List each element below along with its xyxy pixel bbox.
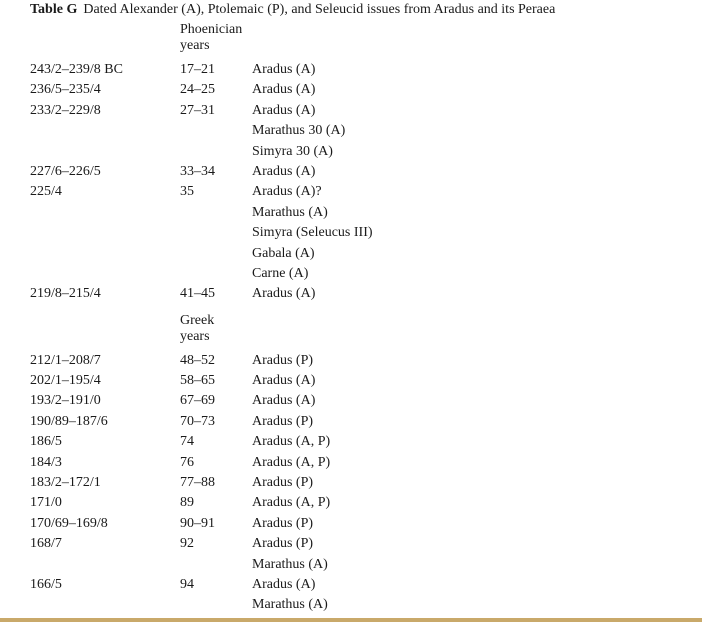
years-cell: 33–34 [180, 163, 215, 179]
issue-cell: Carne (A) [252, 265, 309, 281]
table-row [30, 203, 650, 223]
date-cell: 227/6–226/5 [30, 163, 101, 179]
table-row [30, 595, 650, 615]
table-row [30, 575, 650, 595]
years-cell: 67–69 [180, 393, 215, 409]
header-line: years [180, 328, 210, 344]
issue-cell: Marathus (A) [252, 556, 328, 572]
table-row [30, 555, 650, 575]
years-cell: 89 [180, 495, 194, 511]
issue-cell: Aradus (A, P) [252, 495, 331, 511]
table-row [30, 182, 650, 202]
issue-cell: Aradus (A) [252, 373, 316, 389]
table-row [30, 101, 650, 121]
issue-cell: Aradus (A, P) [252, 434, 331, 450]
years-cell: 17–21 [180, 62, 215, 77]
issue-cell: Simyra (Seleucus III) [252, 225, 373, 241]
issue-cell: Marathus 30 (A) [252, 123, 346, 139]
header-line: Phoenician [180, 22, 243, 37]
date-cell: 168/7 [30, 536, 62, 552]
years-cell: 92 [180, 536, 194, 552]
table-row [30, 453, 650, 473]
issue-cell: Aradus (A) [252, 102, 316, 118]
years-cell: 41–45 [180, 286, 215, 302]
issue-cell: Aradus (A) [252, 393, 316, 409]
table-label: Table G [30, 2, 78, 17]
date-cell: 171/0 [30, 495, 62, 511]
header-line: years [180, 38, 210, 53]
issue-cell: Aradus (A) [252, 62, 316, 77]
table-row [30, 80, 650, 100]
section-header [30, 22, 650, 60]
date-cell: 202/1–195/4 [30, 373, 101, 389]
header-line: Greek [180, 312, 215, 328]
years-cell: 27–31 [180, 102, 215, 118]
date-cell: 212/1–208/7 [30, 352, 101, 368]
issue-cell: Aradus (P) [252, 352, 314, 368]
table-row [30, 121, 650, 141]
date-cell: 193/2–191/0 [30, 393, 101, 409]
date-cell: 166/5 [30, 576, 62, 592]
issue-cell: Aradus (A) [252, 82, 316, 98]
issue-cell: Aradus (A) [252, 163, 316, 179]
issue-cell: Aradus (P) [252, 515, 314, 531]
table-row [30, 473, 650, 493]
years-column-header [180, 313, 214, 345]
years-cell: 76 [180, 454, 194, 470]
issue-cell: Aradus (A)? [252, 184, 322, 200]
table-row [30, 142, 650, 162]
table-row [30, 391, 650, 411]
years-cell: 94 [180, 576, 194, 592]
table-row [30, 534, 650, 554]
table-row [30, 432, 650, 452]
table-row [30, 412, 650, 432]
issue-cell: Gabala (A) [252, 245, 315, 261]
table-row [30, 371, 650, 391]
years-cell: 48–52 [180, 352, 215, 368]
bottom-border [0, 618, 702, 622]
issue-cell: Aradus (A) [252, 576, 316, 592]
issue-cell: Marathus (A) [252, 204, 328, 220]
table-row [30, 493, 650, 513]
date-cell: 186/5 [30, 434, 62, 450]
date-cell: 243/2–239/8 BC [30, 62, 123, 77]
issue-cell: Aradus (P) [252, 536, 314, 552]
years-cell: 58–65 [180, 373, 215, 389]
table-row [30, 514, 650, 534]
issue-cell: Aradus (P) [252, 413, 314, 429]
years-cell: 24–25 [180, 82, 215, 98]
years-cell: 35 [180, 184, 194, 200]
table-row [30, 223, 650, 243]
date-cell: 183/2–172/1 [30, 475, 101, 491]
years-cell: 70–73 [180, 413, 215, 429]
issue-cell: Simyra 30 (A) [252, 143, 333, 159]
section-header [30, 313, 650, 351]
table-row [30, 284, 650, 304]
issue-cell: Aradus (A) [252, 286, 316, 302]
table-title: Dated Alexander (A), Ptolemaic (P), and Seleucid issues from Aradus and its Peraea [83, 2, 556, 17]
section-spacer [30, 305, 650, 313]
date-cell: 190/89–187/6 [30, 413, 108, 429]
table-row [30, 351, 650, 371]
years-cell: 74 [180, 434, 194, 450]
date-cell: 170/69–169/8 [30, 515, 108, 531]
issue-cell: Aradus (A, P) [252, 454, 331, 470]
table-row [30, 244, 650, 264]
date-cell: 236/5–235/4 [30, 82, 101, 98]
years-cell: 90–91 [180, 515, 215, 531]
date-cell: 219/8–215/4 [30, 286, 101, 302]
date-cell: 233/2–229/8 [30, 102, 101, 118]
table-caption [30, 1, 555, 19]
table-row [30, 60, 650, 80]
table-row [30, 162, 650, 182]
date-cell: 225/4 [30, 184, 62, 200]
table-row [30, 264, 650, 284]
issues-table [30, 22, 650, 616]
issue-cell: Aradus (P) [252, 475, 314, 491]
issue-cell: Marathus (A) [252, 597, 328, 613]
years-cell: 77–88 [180, 475, 215, 491]
years-column-header [180, 22, 242, 54]
date-cell: 184/3 [30, 454, 62, 470]
